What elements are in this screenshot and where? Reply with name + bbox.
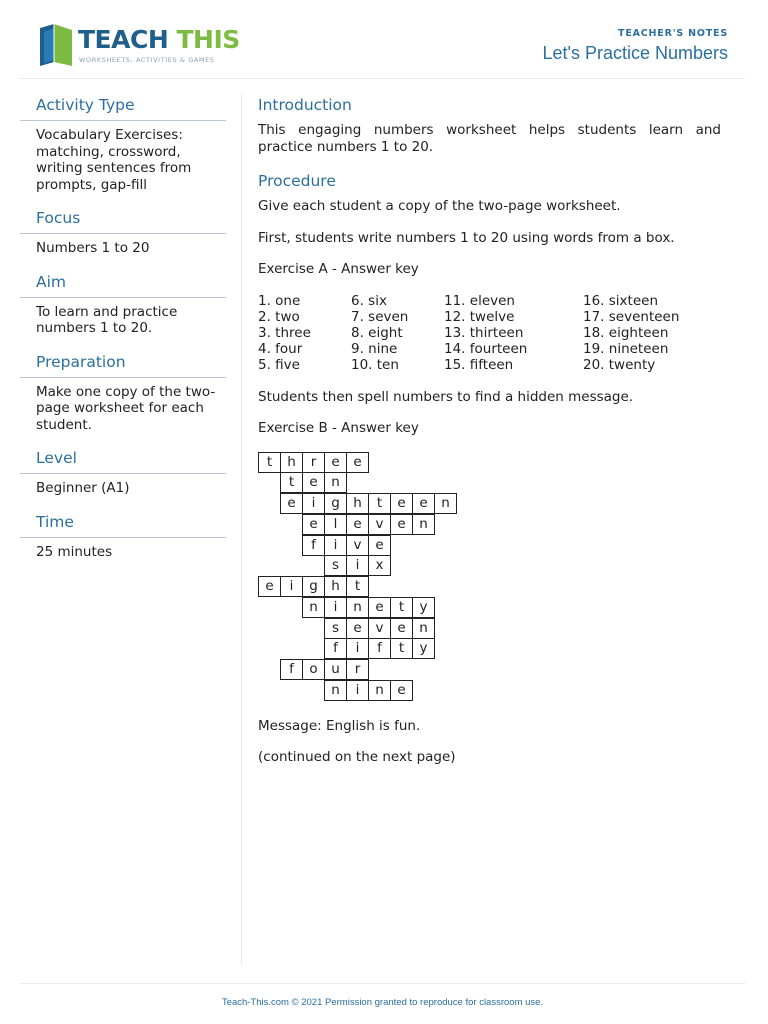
crossword-cell: r: [302, 452, 325, 473]
crossword-cell: n: [412, 618, 435, 639]
crossword-cell: e: [302, 514, 325, 535]
crossword-cell: i: [346, 555, 369, 576]
crossword-cell: h: [346, 493, 369, 514]
logo-word-this: THIS: [176, 25, 240, 54]
answer-item: 2. two: [258, 308, 300, 325]
crossword-cell: r: [346, 659, 369, 680]
crossword-cell: n: [412, 514, 435, 535]
section-heading: Time: [20, 511, 226, 538]
crossword-cell: i: [302, 493, 325, 514]
crossword-cell: e: [390, 680, 413, 701]
section-body: Vocabulary Exercises: matching, crossword, writing sentences from prompts, gap-fill: [36, 127, 192, 193]
crossword-cell: i: [346, 638, 369, 659]
sidebar: [20, 94, 226, 574]
crossword-cell: v: [368, 514, 391, 535]
sidebar-section-preparation: [20, 351, 226, 434]
crossword-cell: e: [346, 618, 369, 639]
crossword-cell: v: [368, 618, 391, 639]
crossword-cell: t: [346, 576, 369, 597]
section-heading: Activity Type: [20, 94, 226, 121]
answer-item: 19. nineteen: [583, 340, 669, 357]
crossword-cell: y: [412, 638, 435, 659]
crossword-cell: i: [346, 680, 369, 701]
crossword-cell: n: [368, 680, 391, 701]
answer-item: 14. fourteen: [444, 340, 528, 357]
crossword-cell: i: [324, 535, 347, 556]
crossword-cell: y: [412, 597, 435, 618]
crossword-cell: e: [390, 514, 413, 535]
answer-item: 9. nine: [351, 340, 398, 357]
answer-item: 17. seventeen: [583, 308, 680, 325]
procedure-step: First, students write numbers 1 to 20 using words from a box.: [258, 229, 675, 246]
crossword-cell: n: [346, 597, 369, 618]
crossword-cell: e: [346, 514, 369, 535]
crossword-cell: f: [302, 535, 325, 556]
crossword-cell: s: [324, 618, 347, 639]
crossword-cell: u: [324, 659, 347, 680]
crossword-cell: t: [368, 493, 391, 514]
main-content: [258, 94, 721, 781]
section-heading: Aim: [20, 271, 226, 298]
crossword-cell: e: [368, 535, 391, 556]
answer-item: 16. sixteen: [583, 292, 658, 309]
answer-item: 6. six: [351, 292, 387, 309]
crossword-cell: o: [302, 659, 325, 680]
crossword-cell: n: [324, 472, 347, 493]
answer-item: 20. twenty: [583, 356, 656, 373]
answer-item: 1. one: [258, 292, 301, 309]
crossword-cell: h: [280, 452, 303, 473]
section-heading: Preparation: [20, 351, 226, 378]
crossword-cell: t: [280, 472, 303, 493]
page-footer: [20, 983, 745, 1008]
answer-item: 15. fifteen: [444, 356, 514, 373]
answer-item: 11. eleven: [444, 292, 515, 309]
crossword-cell: e: [324, 452, 347, 473]
crossword-cell: g: [302, 576, 325, 597]
section-body: Make one copy of the two-page worksheet for each student.: [36, 383, 216, 433]
page-title: Let's Practice Numbers: [542, 43, 728, 63]
crossword-cell: f: [324, 638, 347, 659]
procedure-step: Give each student a copy of the two-page worksheet.: [258, 198, 621, 214]
section-body: To learn and practice numbers 1 to 20.: [36, 303, 178, 336]
teachers-notes-label: TEACHER'S NOTES: [618, 28, 728, 39]
sidebar-section-activity-type: [20, 94, 226, 193]
crossword-cell: e: [412, 493, 435, 514]
crossword-cell: v: [346, 535, 369, 556]
crossword-cell: e: [390, 493, 413, 514]
crossword-cell: f: [280, 659, 303, 680]
crossword-cell: f: [368, 638, 391, 659]
section-body: Beginner (A1): [36, 480, 130, 496]
crossword-cell: i: [280, 576, 303, 597]
crossword-cell: e: [280, 493, 303, 514]
crossword-cell: e: [368, 597, 391, 618]
crossword-cell: x: [368, 555, 391, 576]
crossword-cell: e: [302, 472, 325, 493]
sidebar-section-level: [20, 447, 226, 497]
answer-item: 5. five: [258, 356, 300, 373]
answer-item: 8. eight: [351, 324, 403, 341]
section-body: 25 minutes: [36, 543, 113, 560]
teach-this-logo: [36, 22, 240, 70]
crossword-answer-grid: [258, 452, 721, 702]
answer-item: 13. thirteen: [444, 324, 524, 341]
section-body: Numbers 1 to 20: [36, 240, 150, 256]
logo-text: [78, 25, 240, 55]
crossword-cell: t: [258, 452, 281, 473]
page-header: [20, 0, 745, 79]
logo-word-teach: TEACH: [78, 25, 169, 54]
exercise-a-answer-key: [258, 293, 721, 373]
answer-item: 18. eighteen: [583, 324, 669, 341]
answer-item: 4. four: [258, 340, 303, 357]
answer-item: 7. seven: [351, 308, 409, 325]
answer-item: 3. three: [258, 324, 311, 341]
section-heading: Level: [20, 447, 226, 474]
crossword-cell: g: [324, 493, 347, 514]
answer-item: 10. ten: [351, 356, 399, 373]
procedure-heading: Procedure: [258, 172, 336, 190]
crossword-cell: t: [390, 638, 413, 659]
sidebar-section-time: [20, 511, 226, 561]
crossword-cell: n: [434, 493, 457, 514]
answer-item: 12. twelve: [444, 308, 515, 325]
column-divider: [241, 94, 242, 964]
exercise-b-label: Exercise B - Answer key: [258, 420, 419, 436]
crossword-cell: e: [346, 452, 369, 473]
crossword-cell: n: [302, 597, 325, 618]
sidebar-section-aim: [20, 271, 226, 337]
introduction-text: This engaging numbers worksheet helps students learn and practice numbers 1 to 20.: [258, 122, 721, 155]
procedure-step: Students then spell numbers to find a hidden message.: [258, 388, 634, 405]
sidebar-section-focus: [20, 207, 226, 257]
exercise-a-label: Exercise A - Answer key: [258, 261, 419, 277]
crossword-cell: i: [324, 597, 347, 618]
crossword-cell: s: [324, 555, 347, 576]
footer-copyright: Teach-This.com © 2021 Permission granted to reproduce for classroom use.: [221, 997, 544, 1008]
hidden-message: Message: English is fun.: [258, 717, 421, 734]
logo-tagline: WORKSHEETS, ACTIVITIES & GAMES: [79, 56, 215, 64]
book-icon: [36, 22, 76, 68]
crossword-cell: e: [258, 576, 281, 597]
crossword-cell: t: [390, 597, 413, 618]
crossword-cell: e: [390, 618, 413, 639]
crossword-cell: n: [324, 680, 347, 701]
section-heading: Focus: [20, 207, 226, 234]
introduction-heading: Introduction: [258, 96, 352, 114]
continued-note: (continued on the next page): [258, 749, 456, 765]
crossword-cell: l: [324, 514, 347, 535]
crossword-cell: h: [324, 576, 347, 597]
